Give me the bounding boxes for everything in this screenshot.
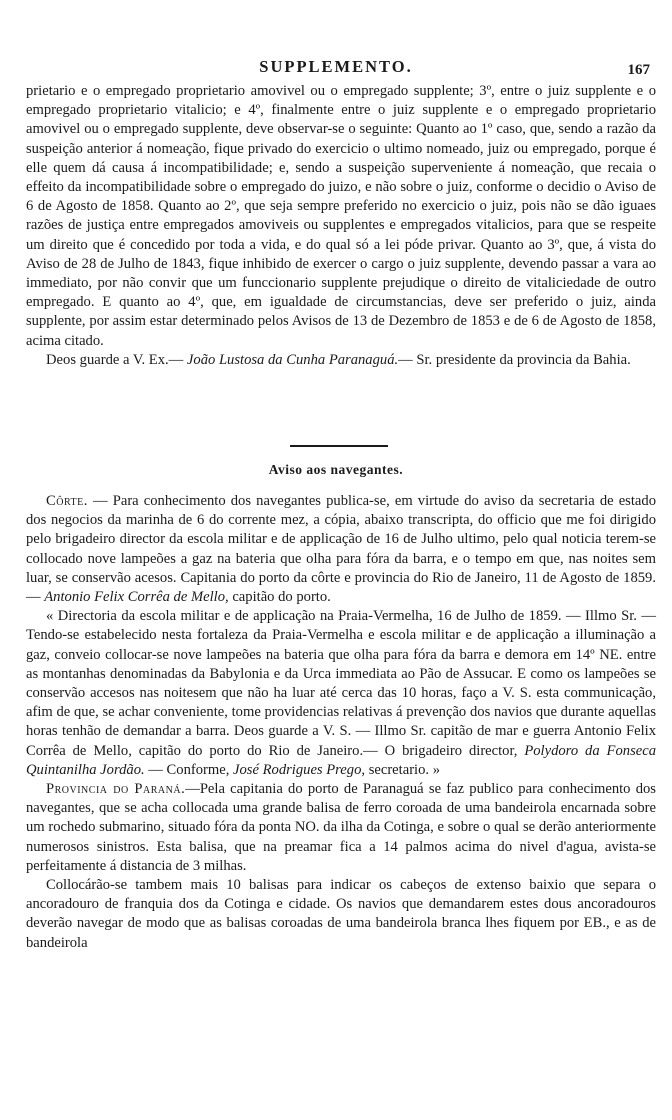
running-title: SUPPLEMENTO. [259,57,413,76]
letter-text: « Directoria da escola militar e de applicação na Praia-Vermelha, 16 de Julho de 1859. — Illmo Sr. — Tendo-se estabelecido nesta fortaleza da Praia-Vermelha e escola militar e de applicação a illuminação a gaz, conveio collocar-se nove lampeões na bateria que olha para fóra da barra e demora em 14º NE. entre as montanhas denominadas da Babylonia e da Urca immediata ao Pão de Assucar. E como os lampeões se conservão accesos nas noitesem que não ha luar até cerca das 10 horas, faço a V. S. esta communicação, afim de que, se achar conveniente, tome providencias relativas á prevenção dos navios que durante aquellas horas tenhão de demandar a barra. Deos guarde a V. S. — Illmo Sr. capitão de mar e guerra Antonio Felix Corrêa de Mello, capitão do porto do Rio de Janeiro.— O brigadeiro director, [26,608,656,759]
continuation-paragraph: prietario e o empregado proprietario amovivel ou o empregado supplente; 3º, entre o juiz supplente e o empregado proprietario vitalicio; e 4º, finalmente entre o juiz supplente e o empregado proprietario amovivel ou o empregado supplente, deve observar-se o seguinte: Quanto ao 1º caso, que, sendo a razão da suspeição anterior á nomeação, fique privado do exercicio o ultimo nomeado, juiz ou empregado, porque é elle quem dá causa á incompatibilidade; e, sendo a suspeição superveniente á nomeação, que recaia o effeito da incompatibilidade sobre o empregado do juizo, e não sobre o juiz, conforme o decidio o Aviso de 6 de Agosto de 1858. Quanto ao 2º, que seja sempre preferido no exercicio o juiz, pois não se dão iguaes razões de justiça entre empregados amoviveis ou supplentes e empregados vitalicios, para que se respeite um direito que é concedido por toda a vida, e do qual só a lei póde privar. Quanto ao 3º, que, á vista do Aviso de 28 de Julho de 1843, fique inhibido de exercer o cargo o juiz supplente, devendo passar a vara ao immediato, por não convir que um funccionario supplente prejudique o direito de vitaliciedade de outro empregado. E quanto ao 4º, que, em igualdade de circumstancias, deve ser preferido o juiz, ainda supplente, por assim estar determinado pelos Avisos de 13 de Dezembro de 1853 e de 6 de Agosto de 1858, acima citado. [26,83,656,349]
closing-paragraph [26,351,656,370]
parana-paragraph [26,780,656,876]
corte-text: — Para conhecimento dos navegantes publica-se, em virtude do aviso da secretaria de estado dos negocios da marinha de 6 do corrente mez, a cópia, abaixo transcripta, do officio que me foi dirigido pelo brigadeiro director da escola militar e de applicação de 16 de Julho ultimo, pelo qual noticia terem-se collocado nove lampeões a gaz na bateria que olha para fóra da barra, e o tempo em que, nas noites sem luar, se conservão acesos. Capitania do porto da côrte e provincia do Rio de Janeiro, 11 de Agosto de 1859. — [26,493,656,606]
parana-text: —Pela capitania do porto de Paranaguá se faz publico para conhecimento dos navegantes, que se acha collocada uma grande balisa de ferro coroada de uma bandeirola encarnada sobre um rochedo submarino, situado fóra da ponta NO. da ilha da Cotinga, e sobre o qual se derão anteriormente numerosos sinistros. Esta balisa, que na preamar fica a 14 palmos acima do nivel d'agua, avista-se perfeitamente á distancia de 3 milhas. [26,781,656,874]
signature-paranagua: João Lustosa da Cunha Paranaguá. [186,351,399,368]
letter-tail: secretario. » [368,761,440,778]
signature-mello: Antonio Felix Corrêa de Mello, [44,589,229,606]
continuation-text [26,82,656,370]
balisas-paragraph: Collocárão-se tambem mais 10 balisas para indicar os cabeços de extenso baixio que separa o ancoradouro de franquia dos da Cotinga e cidade. Os navios que demandarem estes dous ancoradouros deverão navegar de modo que as balisas coroadas de uma bandeirola branca lhes fiquem por EB., e as de bandeirola [26,877,656,951]
section-heading: Aviso aos navegantes. [268,462,404,477]
letter-conforme: — Conforme, [148,761,230,778]
signature-prego: José Rodrigues Prego, [233,761,366,778]
section-text [26,492,656,953]
page-number: 167 [627,62,650,78]
signature-jordao: Polydoro da Fonseca Quintanilha Jordão. [26,742,656,778]
place-parana: Provincia do Paraná. [46,781,186,798]
place-corte: Côrte. [46,493,88,509]
corte-paragraph [26,492,656,607]
letter-paragraph [26,607,656,780]
closing-greeting: Deos guarde a V. Ex.— [46,351,184,368]
closing-addressee: — Sr. presidente da provincia da Bahia. [398,351,631,368]
corte-tail: capitão do porto. [232,589,331,606]
section-divider [290,445,388,447]
